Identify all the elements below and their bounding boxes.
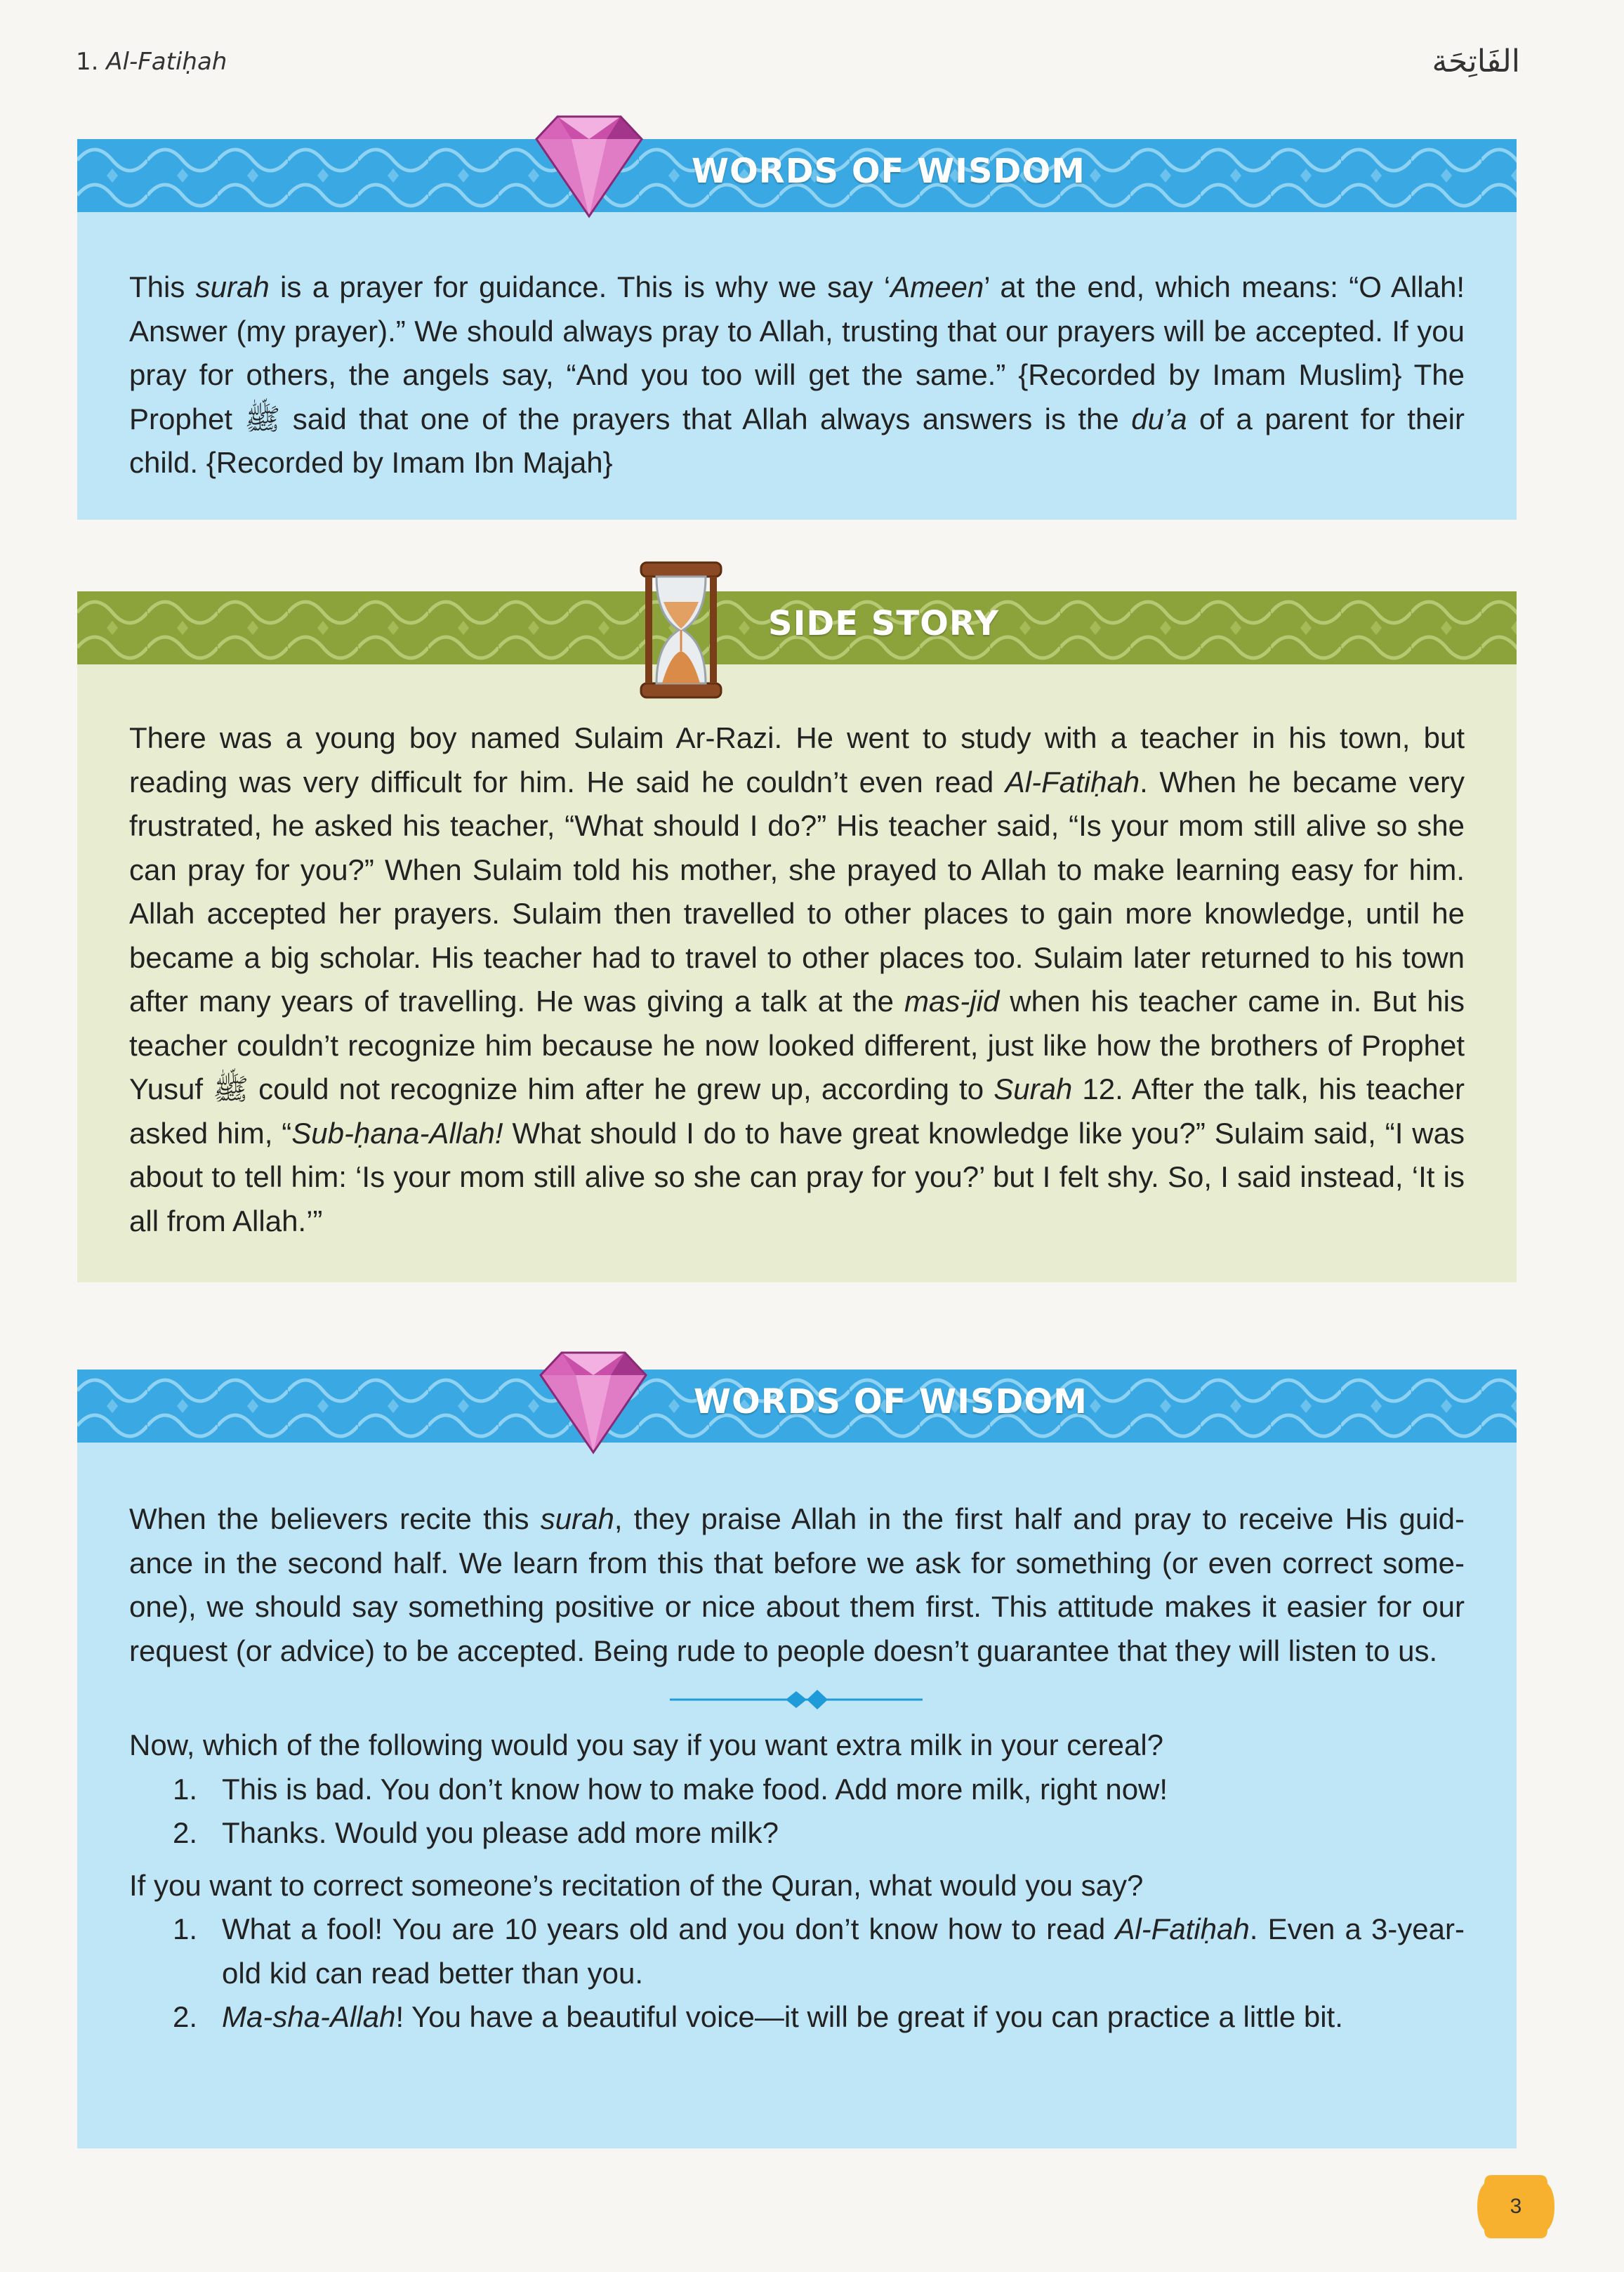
wisdom-paragraph: [129, 1497, 1465, 1673]
gem-icon: [520, 1347, 667, 1459]
italic-text: surah: [540, 1502, 614, 1535]
option-number: 1.: [173, 1912, 198, 1945]
question-1: Now, which of the following would you say if you want extra milk in your cereal?: [129, 1728, 1164, 1761]
box-body: [77, 1443, 1517, 2148]
italic-text: Al-Fatiḥah: [1005, 765, 1140, 799]
text-run: ’ at the end, which means: “O Allah! Answer (my prayer).” We should always pray to Allah, trusting that our prayers will be accepted. If you pray for others, the angels say, “And you too will get the same.” {Recorded by Imam Muslim} The Prophet ﷺ said that one of the prayers that Allah always answers is the: [129, 270, 1465, 435]
italic-text: mas-jid: [904, 985, 1000, 1018]
italic-text: surah: [195, 270, 270, 303]
question-1-option: [129, 1811, 1465, 1856]
italic-text: Al-Fatiḥah: [1115, 1912, 1250, 1945]
chapter-number: 1.: [76, 48, 99, 76]
question-2: If you want to correct someone’s recitation of the Quran, what would you say?: [129, 1868, 1144, 1902]
italic-text: Ma-sha-Allah: [222, 2000, 396, 2033]
banner: [77, 139, 1517, 212]
italic-text: Sub-ḥana-Allah!: [291, 1116, 503, 1150]
question-2-options: [129, 1907, 1465, 2040]
words-of-wisdom-box-1: [77, 139, 1517, 520]
text-run: ! You have a beautiful voice—it will be great if you can practice a little bit.: [395, 2000, 1343, 2033]
option-number: 1.: [173, 1772, 198, 1806]
banner-title: WORDS OF WISDOM: [694, 1382, 1088, 1421]
text-run: when his teacher came in. But his teacher couldn’t recognize him because he now looked different, just like how the brothers of Prophet Yusuf ﷺ could not recognize him after he grew up, according to: [129, 985, 1465, 1105]
gem-icon: [515, 111, 663, 223]
text-run: This is bad. You don’t know how to make food. Add more milk, right now!: [222, 1772, 1168, 1806]
text-run: 12. After the talk, his teacher asked him, “: [129, 1072, 1465, 1150]
text-run: . Even a 3-year-old kid can read better than you.: [222, 1912, 1465, 1990]
option-number: 2.: [173, 1816, 198, 1849]
wisdom-paragraph: [129, 265, 1465, 485]
banner-title: SIDE STORY: [768, 604, 999, 643]
side-story-box: [77, 591, 1517, 1282]
text-run: . When he became very frustrated, he asked his teacher, “What should I do?” His teacher said, “Is your mom still alive so she can pray for you?” When Sulaim told his mother, she prayed to Allah to make learning easy for him. Allah accepted her prayers. Sulaim then travelled to other places to gain more knowledge, until he became a big scholar. His teacher had to travel to other places too. Sulaim later returned to his town after many years of travelling. He was giving a talk at the: [129, 765, 1465, 1018]
text-run: Thanks. Would you please add more milk?: [222, 1816, 779, 1849]
text-run: What a fool! You are 10 years old and you don’t know how to read: [222, 1912, 1116, 1945]
question-2-option: [129, 1995, 1465, 2040]
text-run: is a prayer for guidance. This is why we say ‘: [269, 270, 891, 303]
words-of-wisdom-box-2: [77, 1370, 1517, 2148]
hourglass-icon: [635, 560, 727, 700]
question-2-option: [129, 1907, 1465, 1995]
italic-text: Ameen: [890, 270, 984, 303]
italic-text: du’a: [1131, 402, 1187, 435]
option-number: 2.: [173, 2000, 198, 2033]
banner: [77, 1370, 1517, 1443]
text-run: There was a young boy named Sulaim Ar-Razi. He went to study with a teacher in his town, but reading was very difficult for him. He said he couldn’t even read: [129, 721, 1465, 799]
question-1-option: [129, 1768, 1465, 1812]
box-body: [77, 664, 1517, 1282]
page-number: 3: [1510, 2195, 1522, 2218]
story-paragraph: [129, 716, 1465, 1243]
page-number-badge: [1477, 2175, 1554, 2238]
chapter-title-arabic: الفَاتِحَة: [1432, 44, 1520, 79]
italic-text: Surah: [993, 1072, 1073, 1105]
running-head-left: [76, 48, 227, 76]
text-run: , they praise Allah in the first half and pray to receive His guid-ance in the second half. We learn from this that before we ask for something (or even correct some-one), we should say something positive or nice about them first. This attitude makes it easier for our request (or advice) to be accepted. Being rude to people doesn’t guarantee that they will listen to us.: [129, 1502, 1465, 1667]
question-1-options: [129, 1768, 1465, 1856]
text-run: This: [129, 270, 196, 303]
banner-title: WORDS OF WISDOM: [692, 152, 1085, 191]
banner: [77, 591, 1517, 664]
box-body: [77, 212, 1517, 520]
text-run: When the believers recite this: [129, 1502, 541, 1535]
chapter-title: Al-Fatiḥah: [106, 48, 227, 76]
divider: [129, 1686, 1465, 1714]
text-run: of a parent for their child. {Recorded by Imam Ibn Majah}: [129, 402, 1465, 479]
text-run: What should I do to have great knowledge like you?” Sulaim said, “I was about to tell him: ‘Is your mom still alive so she can pray for you?’ but I felt shy. So, I said instead, ‘It is all from Allah.’”: [129, 1116, 1465, 1237]
